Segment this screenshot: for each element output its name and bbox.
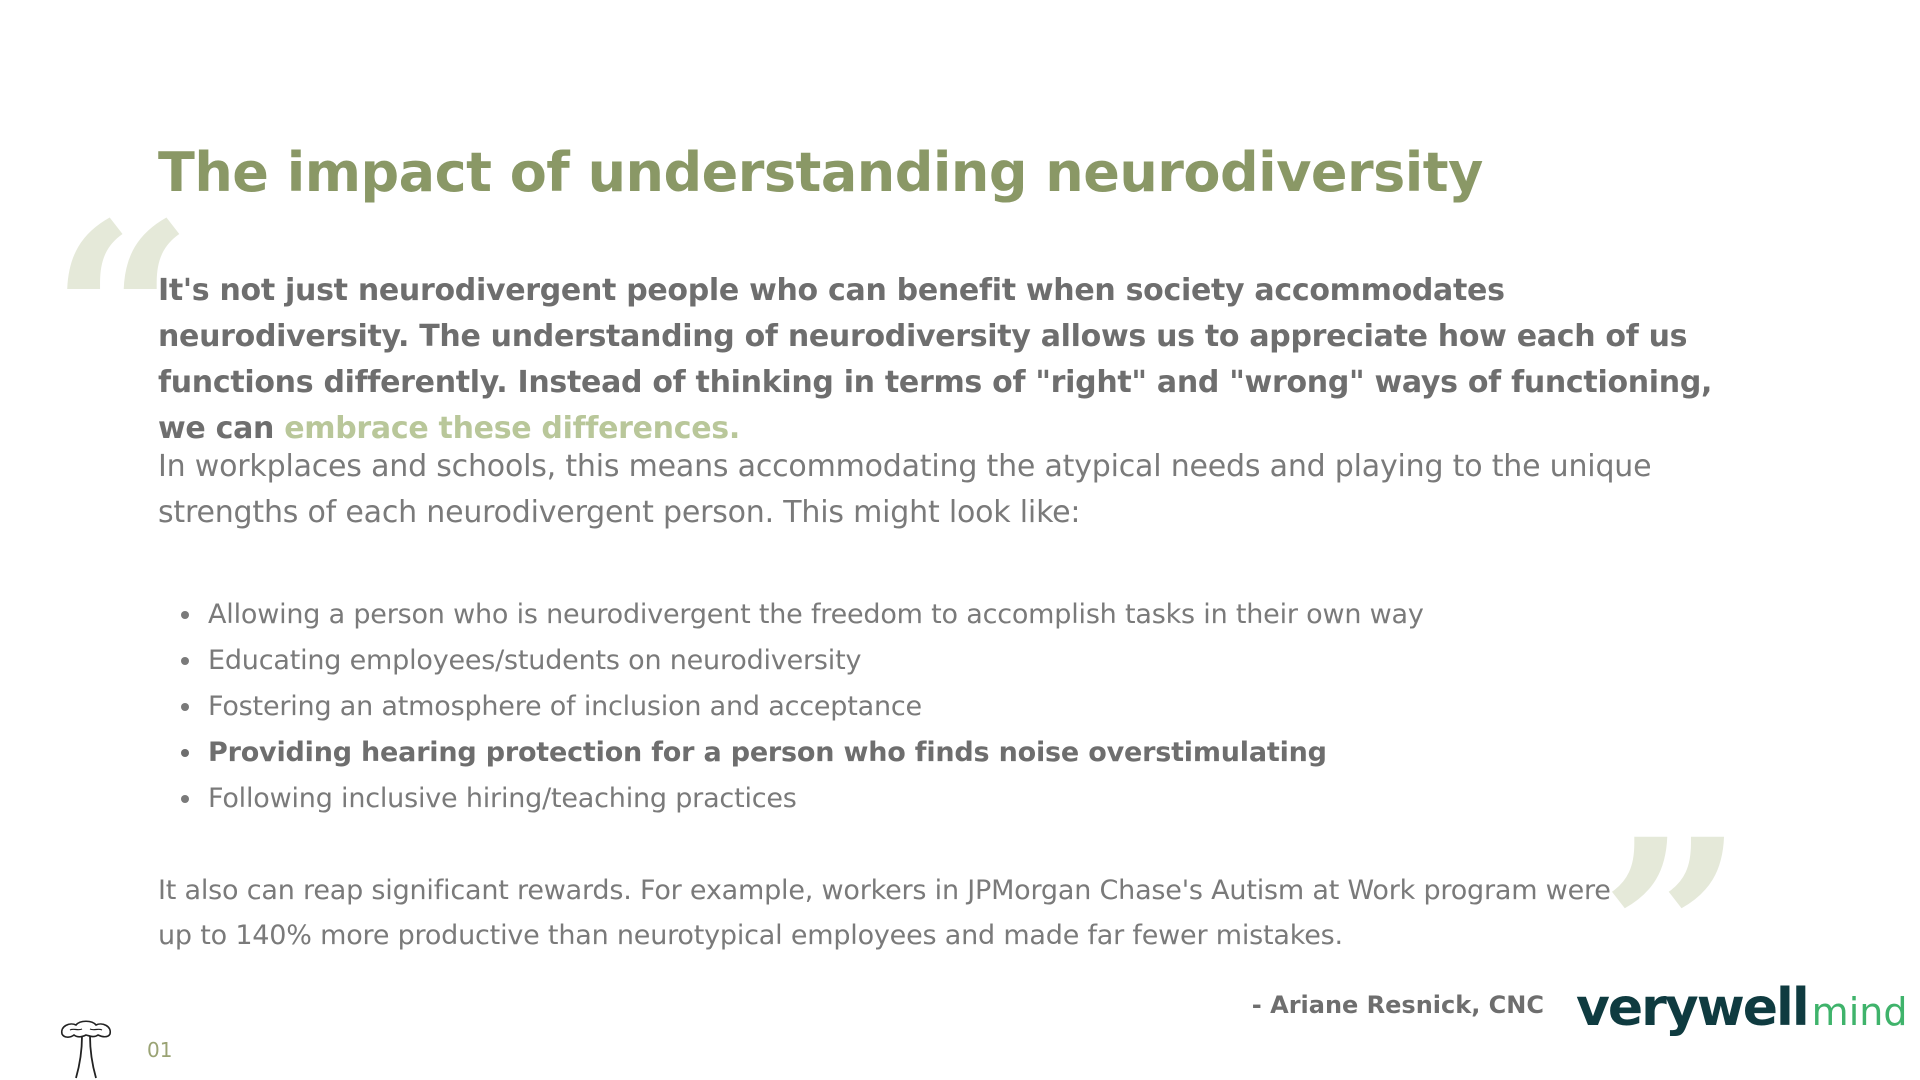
logo-suffix: mind (1811, 990, 1908, 1034)
quote-close-icon (1600, 806, 1744, 926)
list-item: • Allowing a person who is neurodivergent the freedom to accomplish tasks in their own way (204, 592, 1424, 638)
intro-paragraph: In workplaces and schools, this means accommodating the atypical needs and playing to the unique strengths of each neurodivergent person. This might look like: (158, 449, 1652, 530)
page-title: The impact of understanding neurodiversity (158, 141, 1483, 204)
list-item: • Fostering an atmosphere of inclusion and acceptance (204, 684, 1424, 730)
brand-logo (1576, 978, 1907, 1051)
attribution: - Ariane Resnick, CNC (1251, 991, 1544, 1019)
examples-list (178, 592, 1424, 822)
list-item: • Following inclusive hiring/teaching practices (204, 776, 1424, 822)
closing-paragraph: It also can reap significant rewards. For example, workers in JPMorgan Chase's Autism at Work program were up to 140% more productive than neurotypical employees and made far fewer mistakes. (158, 875, 1611, 951)
list-item: • Educating employees/students on neurodiversity (204, 638, 1424, 684)
lead-text: It's not just neurodivergent people who can benefit when society accommodates neurodiversity. The understanding of neurodiversity allows us to appreciate how each of us functions differently. Instead of thinking in terms of "right" and "wrong" ways of functioning, we can (158, 273, 1713, 446)
lead-highlight: embrace these differences. (284, 411, 740, 446)
tree-icon (56, 1018, 116, 1080)
page-number: 01 (147, 1038, 173, 1062)
list-item: • Providing hearing protection for a person who finds noise overstimulating (204, 730, 1424, 776)
lead-quote (158, 268, 1718, 452)
logo-word: verywell (1576, 978, 1808, 1038)
